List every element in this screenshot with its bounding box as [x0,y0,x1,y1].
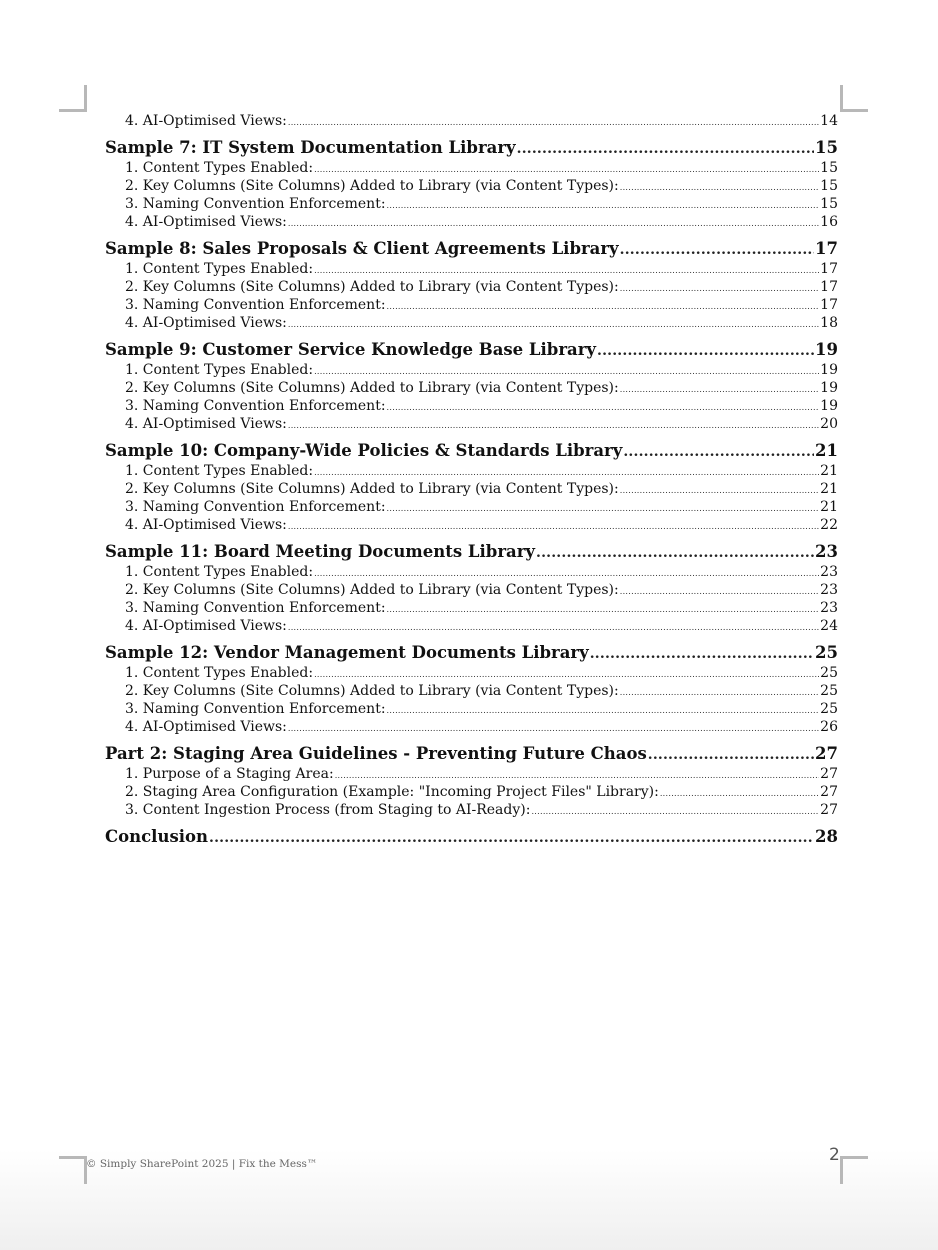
crop-mark-bottom-right [840,1156,868,1159]
toc-leader-dots [536,542,814,564]
toc-entry-label: 4. AI-Optimised Views: [125,315,287,331]
toc-entry-page: 23 [820,564,838,580]
toc-entry-label: 2. Key Columns (Site Columns) Added to Library (via Content Types): [125,380,619,396]
toc-entry-page: 21 [820,499,838,515]
toc-leader-dots [387,399,820,417]
toc-section-title: Sample 9: Customer Service Knowledge Base Library [105,340,596,359]
footer-copyright: © Simply SharePoint 2025 | Fix the Mess™ [86,1158,318,1170]
toc-entry-label: 1. Content Types Enabled: [125,463,314,479]
toc-entry[interactable] [105,112,838,130]
toc-entry-page: 17 [820,261,838,277]
toc-entry-label: 3. Naming Convention Enforcement: [125,196,386,212]
toc-entry-page: 15 [820,196,838,212]
toc-leader-dots [209,827,814,849]
toc-entry-label: 4. AI-Optimised Views: [125,719,287,735]
toc-entry-page: 20 [820,416,838,432]
toc-entry-page: 24 [820,618,838,634]
table-of-contents [105,112,838,848]
toc-entry[interactable] [105,278,838,296]
toc-entry[interactable] [105,599,838,617]
toc-entry[interactable] [105,361,838,379]
toc-section-title: Sample 8: Sales Proposals & Client Agreements Library [105,239,619,258]
toc-entry[interactable] [105,462,838,480]
toc-entry-page: 17 [820,297,838,313]
toc-entry-label: 4. AI-Optimised Views: [125,618,287,634]
toc-entry-page: 25 [820,665,838,681]
toc-entry-page: 26 [820,719,838,735]
toc-entry-label: 3. Naming Convention Enforcement: [125,600,386,616]
toc-entry-page: 15 [820,178,838,194]
toc-entry[interactable] [105,765,838,783]
toc-leader-dots [288,215,819,233]
toc-entry[interactable] [105,415,838,433]
toc-entry-label: 2. Key Columns (Site Columns) Added to Library (via Content Types): [125,683,619,699]
toc-section-title: Sample 7: IT System Documentation Library [105,138,516,157]
crop-mark-top-left [84,85,87,112]
toc-section-heading[interactable] [105,541,838,563]
toc-section-page: 15 [815,138,838,157]
toc-section-page: 25 [815,643,838,662]
toc-entry-label: 1. Content Types Enabled: [125,261,314,277]
toc-entry-page: 19 [820,362,838,378]
toc-leader-dots [517,138,814,160]
toc-leader-dots [288,417,819,435]
toc-entry-page: 19 [820,380,838,396]
toc-entry[interactable] [105,718,838,736]
toc-entry-label: 2. Key Columns (Site Columns) Added to Library (via Content Types): [125,279,619,295]
toc-entry[interactable] [105,801,838,819]
toc-leader-dots [387,500,820,518]
toc-entry-page: 25 [820,701,838,717]
toc-entry-label: 3. Naming Convention Enforcement: [125,398,386,414]
toc-entry-page: 17 [820,279,838,295]
toc-entry-page: 22 [820,517,838,533]
toc-entry[interactable] [105,260,838,278]
toc-entry[interactable] [105,700,838,718]
toc-leader-dots [648,744,814,766]
toc-entry-page: 27 [820,784,838,800]
toc-leader-dots [620,239,814,261]
toc-section-heading[interactable] [105,743,838,765]
crop-mark-top-right [840,85,843,112]
toc-entry-label: 1. Content Types Enabled: [125,665,314,681]
toc-section-heading[interactable] [105,642,838,664]
toc-entry-label: 2. Key Columns (Site Columns) Added to Library (via Content Types): [125,582,619,598]
toc-leader-dots [387,298,820,316]
toc-entry[interactable] [105,379,838,397]
toc-section-page: 19 [815,340,838,359]
toc-entry-label: 4. AI-Optimised Views: [125,214,287,230]
toc-section-heading[interactable] [105,137,838,159]
page-number: 2 [829,1145,840,1165]
toc-entry[interactable] [105,581,838,599]
toc-leader-dots [288,114,819,132]
toc-entry[interactable] [105,617,838,635]
toc-section-page: 23 [815,542,838,561]
toc-entry-label: 3. Naming Convention Enforcement: [125,701,386,717]
toc-entry-label: 1. Content Types Enabled: [125,362,314,378]
toc-entry[interactable] [105,213,838,231]
toc-entry-page: 18 [820,315,838,331]
toc-section-title: Conclusion [105,827,209,846]
toc-entry[interactable] [105,498,838,516]
toc-leader-dots [623,441,814,463]
toc-entry[interactable] [105,783,838,801]
toc-section-page: 17 [815,239,838,258]
toc-section-title: Sample 12: Vendor Management Documents Library [105,643,589,662]
toc-leader-dots [620,179,819,197]
toc-entry-label: 2. Key Columns (Site Columns) Added to Library (via Content Types): [125,481,619,497]
toc-section-heading[interactable] [105,440,838,462]
toc-entry-label: 4. AI-Optimised Views: [125,517,287,533]
toc-leader-dots [620,583,819,601]
toc-entry-label: 3. Naming Convention Enforcement: [125,297,386,313]
toc-leader-dots [387,197,820,215]
toc-entry-page: 19 [820,398,838,414]
toc-entry[interactable] [105,682,838,700]
toc-entry-page: 27 [820,802,838,818]
toc-entry[interactable] [105,159,838,177]
toc-leader-dots [660,785,819,803]
toc-entry[interactable] [105,195,838,213]
toc-section-title: Part 2: Staging Area Guidelines - Preventing Future Chaos [105,744,647,763]
toc-leader-dots [288,518,819,536]
toc-entry[interactable] [105,177,838,195]
crop-mark-bottom-left [59,1156,87,1159]
toc-leader-dots [620,280,819,298]
toc-entry-label: 3. Content Ingestion Process (from Staging to AI-Ready): [125,802,531,818]
toc-entry-label: 1. Content Types Enabled: [125,564,314,580]
toc-leader-dots [590,643,814,665]
toc-entry-page: 21 [820,481,838,497]
toc-entry-page: 15 [820,160,838,176]
toc-entry-page: 25 [820,683,838,699]
toc-entry[interactable] [105,516,838,534]
toc-entry[interactable] [105,480,838,498]
toc-entry-page: 21 [820,463,838,479]
toc-leader-dots [620,381,819,399]
toc-entry-page: 14 [820,113,838,129]
toc-entry-label: 1. Purpose of a Staging Area: [125,766,334,782]
toc-section-heading[interactable] [105,339,838,361]
toc-entry-label: 2. Key Columns (Site Columns) Added to Library (via Content Types): [125,178,619,194]
toc-section-page: 21 [815,441,838,460]
toc-section-page: 28 [815,827,838,846]
toc-leader-dots [620,684,819,702]
toc-entry-label: 3. Naming Convention Enforcement: [125,499,386,515]
toc-entry-page: 16 [820,214,838,230]
crop-mark-bottom-right [840,1156,843,1184]
toc-entry[interactable] [105,314,838,332]
toc-leader-dots [288,316,819,334]
crop-mark-top-left [59,109,87,112]
toc-leader-dots [531,803,819,821]
toc-section-page: 27 [815,744,838,763]
toc-section-heading[interactable] [105,826,838,848]
toc-entry[interactable] [105,397,838,415]
toc-section-heading[interactable] [105,238,838,260]
toc-entry[interactable] [105,664,838,682]
crop-mark-top-right [840,109,868,112]
toc-entry[interactable] [105,563,838,581]
toc-entry-label: 2. Staging Area Configuration (Example: "Incoming Project Files" Library): [125,784,659,800]
toc-entry-label: 4. AI-Optimised Views: [125,416,287,432]
toc-entry-page: 23 [820,582,838,598]
toc-leader-dots [288,720,819,738]
toc-entry-label: 1. Content Types Enabled: [125,160,314,176]
toc-entry[interactable] [105,296,838,314]
toc-entry-label: 4. AI-Optimised Views: [125,113,287,129]
toc-leader-dots [288,619,819,637]
toc-leader-dots [387,601,820,619]
toc-section-title: Sample 11: Board Meeting Documents Library [105,542,535,561]
toc-entry-page: 27 [820,766,838,782]
toc-leader-dots [597,340,814,362]
toc-leader-dots [387,702,820,720]
toc-leader-dots [620,482,819,500]
toc-section-title: Sample 10: Company-Wide Policies & Standards Library [105,441,623,460]
toc-entry-page: 23 [820,600,838,616]
